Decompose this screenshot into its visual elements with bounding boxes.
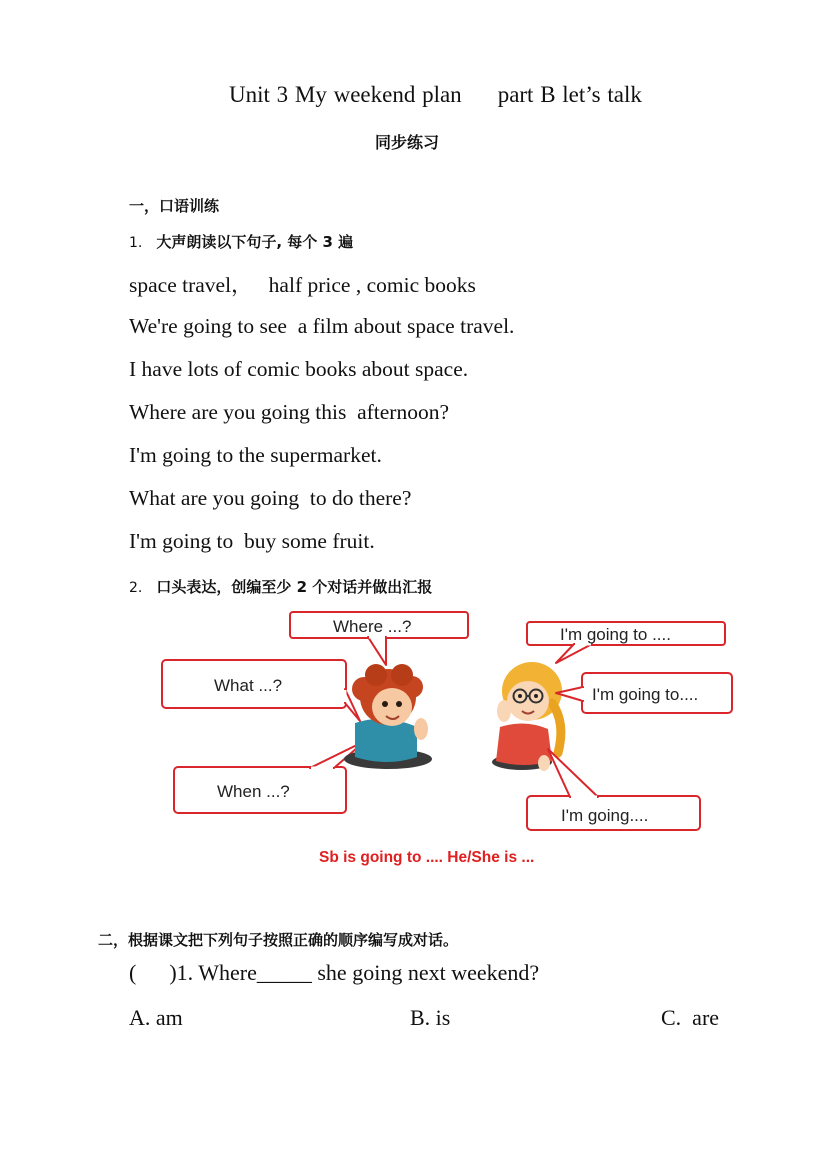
page-subtitle: 同步练习	[375, 133, 440, 152]
task1-text: 大声朗读以下句子, 每个 3 遍	[156, 233, 354, 251]
option-a: A. am	[129, 1005, 183, 1030]
sentence-4: I'm going to the supermarket.	[129, 443, 382, 467]
bubble-what-text: What ...?	[214, 676, 283, 695]
vocab-phrases: space travel， half price , comic books	[129, 273, 476, 297]
option-b: B. is	[410, 1005, 451, 1030]
question-1: ( )1. Where_____ she going next weekend?	[129, 960, 540, 985]
task2-instruction	[129, 576, 432, 597]
illustration-caption: Sb is going to .... He/She is ...	[319, 849, 535, 866]
sentence-3: Where are you going this afternoon?	[129, 400, 449, 424]
title-part: part B let’s talk	[497, 82, 642, 107]
bubble-where	[290, 612, 468, 665]
sentence-6: I'm going to buy some fruit.	[129, 529, 375, 553]
bubble-when	[174, 741, 365, 813]
sentence-2: I have lots of comic books about space.	[129, 357, 469, 381]
bubble-what	[162, 660, 360, 721]
option-c: C. are	[661, 1005, 720, 1030]
page-title	[229, 82, 642, 108]
bubble-going-3-text: I'm going....	[561, 806, 649, 825]
bubble-going-1	[527, 622, 725, 663]
bubble-where-text: Where ...?	[333, 617, 412, 636]
bubble-going-1-text: I'm going to ....	[560, 625, 671, 644]
dialogue-illustration	[150, 603, 750, 873]
title-unit: Unit 3 My weekend plan	[229, 82, 462, 107]
bubble-going-2	[556, 673, 732, 713]
bubble-going-3	[527, 749, 700, 830]
section2-heading: 二，根据课文把下列句子按照正确的顺序编写成对话。	[98, 931, 459, 949]
section1-heading: 一，口语训练	[129, 197, 220, 215]
task1-number: 1.	[129, 235, 143, 251]
task2-number: 2.	[129, 580, 143, 596]
bubble-when-text: When ...?	[217, 782, 290, 801]
bubble-going-2-text: I'm going to....	[592, 685, 699, 704]
sentence-1: We're going to see a film about space travel.	[129, 314, 515, 338]
sentence-5: What are you going to do there?	[129, 486, 412, 510]
task1-instruction	[129, 231, 353, 252]
task2-text: 口头表达，创编至少 2 个对话并做出汇报	[156, 578, 433, 596]
